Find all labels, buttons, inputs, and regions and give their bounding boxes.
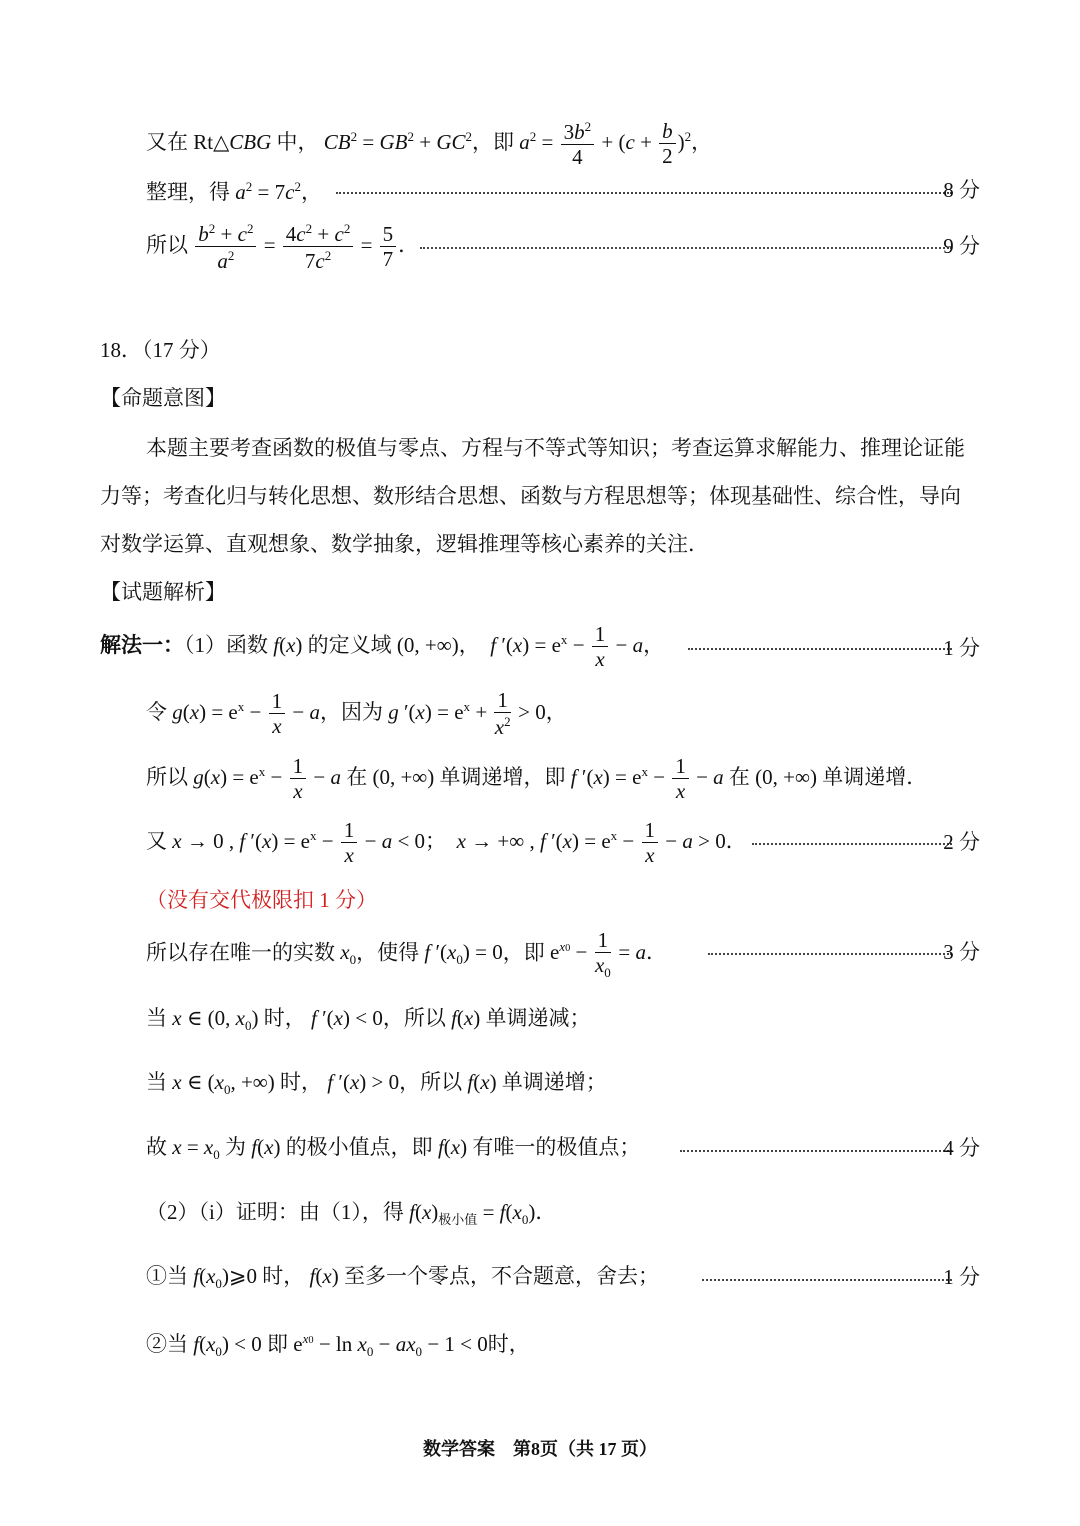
dot-leader	[336, 190, 952, 194]
math-expr: $x = x_0$	[172, 1135, 220, 1163]
question-header: 18．（17 分）	[100, 338, 221, 362]
text-makes: ，使得	[356, 940, 420, 965]
triangle-name: CBG	[229, 129, 272, 154]
text-simplify: 整理，得	[146, 180, 230, 204]
g-increasing-line: 所以 $g(x) = e^x$ − $\frac{1}{x}$ − a 在 (0, +∞) 单调递增，即 f $'(x) = e^x$ − $\frac{1}{x}$ − a 在 (0, +∞) 单调递增．	[146, 754, 928, 803]
text-is: 为	[225, 1135, 247, 1159]
intent-paragraph-1: 本题主要考查函数的极值与零点、方程与不等式等知识；考查运算求解能力、推理论证能	[146, 436, 965, 460]
text-so-dec: ，所以	[382, 1006, 446, 1030]
dot-leader	[708, 951, 952, 955]
method-label: 解法一：	[100, 632, 184, 657]
math-expr: $e^{x0} - \ln x_0 - ax_0 - 1 < 0$	[293, 1331, 488, 1360]
method1-line	[100, 624, 664, 670]
subscript-min: 极小值	[438, 1212, 478, 1228]
text-namely: ，即	[502, 940, 545, 965]
math-expr: x → 0 , f $'(x) = e^x$ − $\frac{1}{x}$ − a < 0； x → +∞ , f $'(x) = e^x$ − $\frac{1}{x}$ − a > 0．	[172, 818, 747, 867]
math-expr: $f(x)_{极小值} = f(x_0)$．	[409, 1200, 557, 1228]
dot-leader	[752, 841, 952, 845]
text-namely: 即	[267, 1332, 289, 1356]
math-expr: f(x)	[251, 1135, 281, 1159]
text-prefix: 又在 Rt△	[146, 129, 230, 154]
part2-line	[146, 1202, 556, 1226]
text-so: 所以	[146, 764, 188, 789]
score-label: 4 分	[943, 1136, 980, 1160]
limits-line	[146, 820, 747, 866]
math-expr: $a^2 = 7c^2$，	[235, 179, 322, 204]
text-because: ，因为	[319, 699, 383, 724]
text-exists: 所以存在唯一的实数	[146, 940, 335, 965]
math-expr: x ∈ (0, $x_0$)	[172, 1006, 259, 1034]
text-when: 当	[146, 1070, 167, 1094]
text-domain: 的定义域	[307, 632, 392, 657]
text-dec: 单调递减；	[485, 1006, 591, 1030]
case-number: ②	[146, 1332, 167, 1356]
text-time: 时，	[487, 1332, 530, 1356]
dot-leader	[420, 245, 952, 249]
score-label: 1 分	[943, 636, 980, 660]
case1-line	[146, 1266, 659, 1290]
math-expr: $x_0$	[340, 940, 357, 968]
intent-paragraph-3: 对数学运算、直观想象、数学抽象，逻辑推理等核心素养的关注．	[100, 532, 709, 556]
text-mid: 中，	[271, 129, 319, 154]
dot-leader	[702, 1277, 952, 1281]
text-also: 又	[146, 828, 167, 853]
math-expr: f $'(x_0) = 0$	[424, 940, 503, 968]
text-in: 在	[346, 764, 368, 789]
score-label: 8 分	[943, 178, 980, 202]
score-label: 1 分	[943, 1265, 980, 1289]
deduction-note: （没有交代极限扣 1 分）	[146, 888, 377, 912]
math-expr: f(x)	[437, 1135, 468, 1159]
math-expr: f(x)	[467, 1070, 497, 1094]
text-unique: 有唯一的极值点；	[472, 1135, 641, 1159]
text-in: 在	[728, 764, 750, 789]
math-expr: f $'(x) = e^x$ − $\frac{1}{x}$ − a	[570, 754, 724, 803]
math-expr: $CB^2 = GB^2 + GC^2$，即 $a^2$ = $\frac{3b^2}{4}$ + (c + $\frac{b}{2}$ )$^2$，	[323, 119, 713, 169]
math-expr: $f(x_0) < 0$	[193, 1332, 262, 1360]
math-expr: $g(x) = e^x$ − $\frac{1}{x}$ − a	[172, 689, 320, 738]
math-expr: f(x)	[451, 1006, 481, 1030]
text-func: （1）函数	[184, 632, 268, 657]
text-part2: （2）（i）证明：由（1），得	[146, 1200, 404, 1224]
text-time: 时，	[263, 1006, 306, 1030]
text-inc: 单调递增；	[501, 1070, 607, 1094]
text-case1: 至多一个零点，不合题意，舍去；	[343, 1264, 659, 1288]
page-footer: 数学答案 第8页（共 17 页）	[423, 1439, 657, 1459]
math-expr: g $'(x) = e^x$ + $\frac{1}{x^2}$ > 0，	[388, 688, 567, 739]
case-number: ①	[146, 1264, 167, 1288]
increasing-line	[146, 1072, 607, 1096]
dot-leader	[688, 646, 952, 650]
text-min-point: 的极小值点，即	[285, 1135, 433, 1159]
text-time: 时，	[262, 1264, 305, 1288]
math-expr: $e^{x0}$ − $\frac{1}{x_0}$ = a．	[549, 928, 667, 981]
score-label: 3 分	[943, 940, 980, 964]
text-hence: 故	[146, 1135, 167, 1159]
text-when: 当	[167, 1264, 188, 1288]
dot-leader	[680, 1148, 952, 1152]
text-increasing-end: 单调递增．	[822, 764, 928, 789]
min-point-line	[146, 1137, 640, 1161]
decreasing-line	[146, 1008, 591, 1032]
text-when: 当	[146, 1006, 167, 1030]
section-title-intent: 【命题意图】	[100, 386, 226, 410]
text-when: 当	[167, 1332, 188, 1356]
section-title-analysis: 【试题解析】	[100, 580, 226, 604]
math-expr: (0, +∞)， f $'(x) = e^x$ − $\frac{1}{x}$ − a，	[396, 622, 665, 671]
eq-ratio-line	[146, 222, 419, 272]
text-so-inc: ，所以	[399, 1070, 463, 1094]
math-expr: $f(x_0)⩾0$	[193, 1264, 258, 1292]
intent-paragraph-2: 力等；考查化归与转化思想、数形结合思想、函数与方程思想等；体现基础性、综合性，导向	[100, 484, 961, 508]
eq-simplify-line	[146, 180, 322, 203]
score-label: 2 分	[943, 830, 980, 854]
text-time: 时，	[280, 1070, 323, 1094]
score-label: 9 分	[943, 234, 980, 258]
text-increasing: 单调递增，即	[439, 764, 566, 789]
text-let: 令	[146, 699, 167, 724]
math-expr: f(x)	[273, 632, 303, 657]
math-expr: f ′(x) > 0	[327, 1070, 400, 1094]
math-expr: $g(x) = e^x$ − $\frac{1}{x}$ − a	[193, 754, 341, 803]
text-so: 所以	[146, 232, 188, 257]
math-expr: $\frac{b^2 + c^2}{a^2}$ = $\frac{4c^2 + c^2}{7c^2}$ = $\frac{5}{7}$ ．	[193, 233, 419, 257]
math-expr: f ′(x) < 0	[310, 1006, 383, 1030]
exists-x0-line	[146, 930, 667, 979]
math-expr: x ∈ ($x_0$, +∞)	[172, 1070, 275, 1098]
math-expr: f(x)	[309, 1264, 339, 1288]
let-g-line	[146, 690, 567, 738]
case2-line	[146, 1332, 530, 1358]
eq-cbg-line	[146, 120, 712, 168]
